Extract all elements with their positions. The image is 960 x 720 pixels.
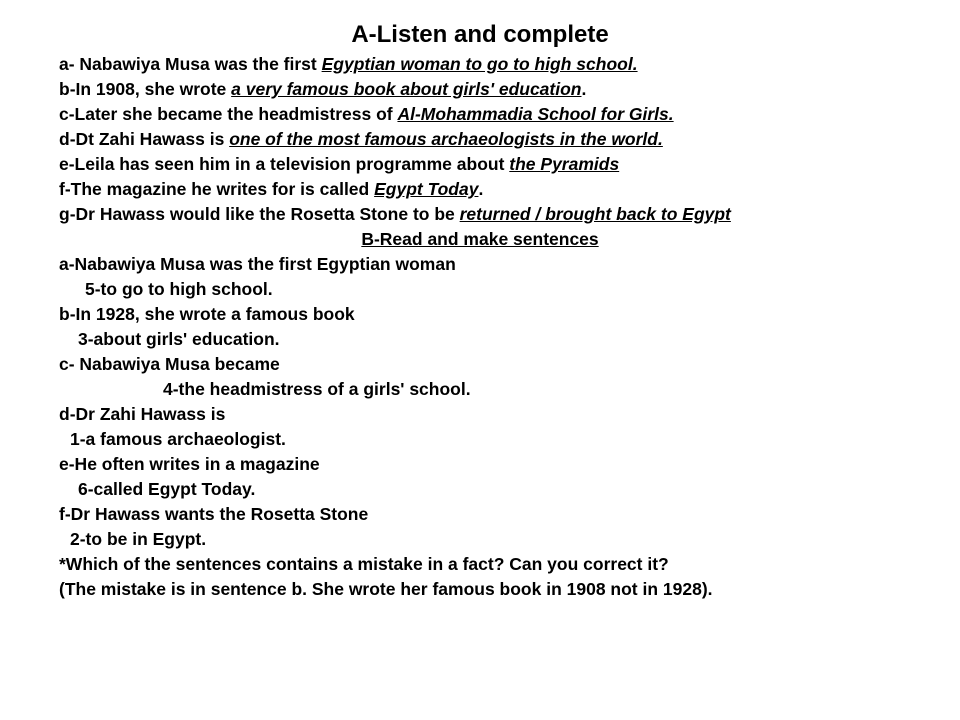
item-c-prefix: c-Later she became the headmistress of	[59, 104, 398, 124]
item-b-prefix: b-In 1908, she wrote	[59, 79, 232, 99]
item-b-suffix: .	[581, 79, 587, 99]
item-f	[59, 178, 483, 200]
sentence-d-start: d-Dr Zahi Hawass is	[59, 404, 226, 424]
item-e-answer: the Pyramids	[509, 154, 620, 174]
sentence-e-start: e-He often writes in a magazine	[59, 454, 320, 474]
section-a-title: A-Listen and complete	[351, 21, 609, 48]
item-e-prefix: e-Leila has seen him in a television programme about	[59, 154, 510, 174]
item-a	[59, 53, 638, 75]
question-answer: (The mistake is in sentence b. She wrote her famous book in 1908 not in 1928).	[59, 579, 713, 599]
sentence-b-ending: 3-about girls' education.	[78, 329, 280, 349]
sentence-a-start: a-Nabawiya Musa was the first Egyptian woman	[59, 254, 456, 274]
sentence-c-ending: 4-the headmistress of a girls' school.	[163, 379, 471, 399]
item-f-answer: Egypt Today	[374, 179, 479, 199]
item-b-answer: a very famous book about girls' education	[231, 79, 582, 99]
item-f-prefix: f-The magazine he writes for is called	[59, 179, 375, 199]
item-a-prefix: a- Nabawiya Musa was the first	[59, 54, 322, 74]
item-g-answer: returned / brought back to Egypt	[459, 204, 731, 224]
item-g	[59, 203, 731, 225]
item-g-prefix: g-Dr Hawass would like the Rosetta Stone to be	[59, 204, 460, 224]
item-f-suffix: .	[478, 179, 484, 199]
item-b	[59, 78, 586, 100]
sentence-e-ending: 6-called Egypt Today.	[78, 479, 256, 499]
item-d-prefix: d-Dt Zahi Hawass is	[59, 129, 230, 149]
sentence-f-ending: 2-to be in Egypt.	[70, 529, 207, 549]
sentence-b-start: b-In 1928, she wrote a famous book	[59, 304, 355, 324]
item-c-answer: Al-Mohammadia School for Girls.	[397, 104, 674, 124]
sentence-a-ending: 5-to go to high school.	[85, 279, 273, 299]
sentence-c-start: c- Nabawiya Musa became	[59, 354, 280, 374]
section-b-title: B-Read and make sentences	[361, 229, 599, 249]
sentence-d-ending: 1-a famous archaeologist.	[70, 429, 286, 449]
sentence-f-start: f-Dr Hawass wants the Rosetta Stone	[59, 504, 369, 524]
item-e	[59, 153, 619, 175]
question-text: *Which of the sentences contains a mistake in a fact? Can you correct it?	[59, 554, 669, 574]
item-d	[59, 128, 663, 150]
item-d-answer: one of the most famous archaeologists in the world.	[229, 129, 663, 149]
item-a-answer: Egyptian woman to go to high school.	[321, 54, 638, 74]
item-c	[59, 103, 674, 125]
